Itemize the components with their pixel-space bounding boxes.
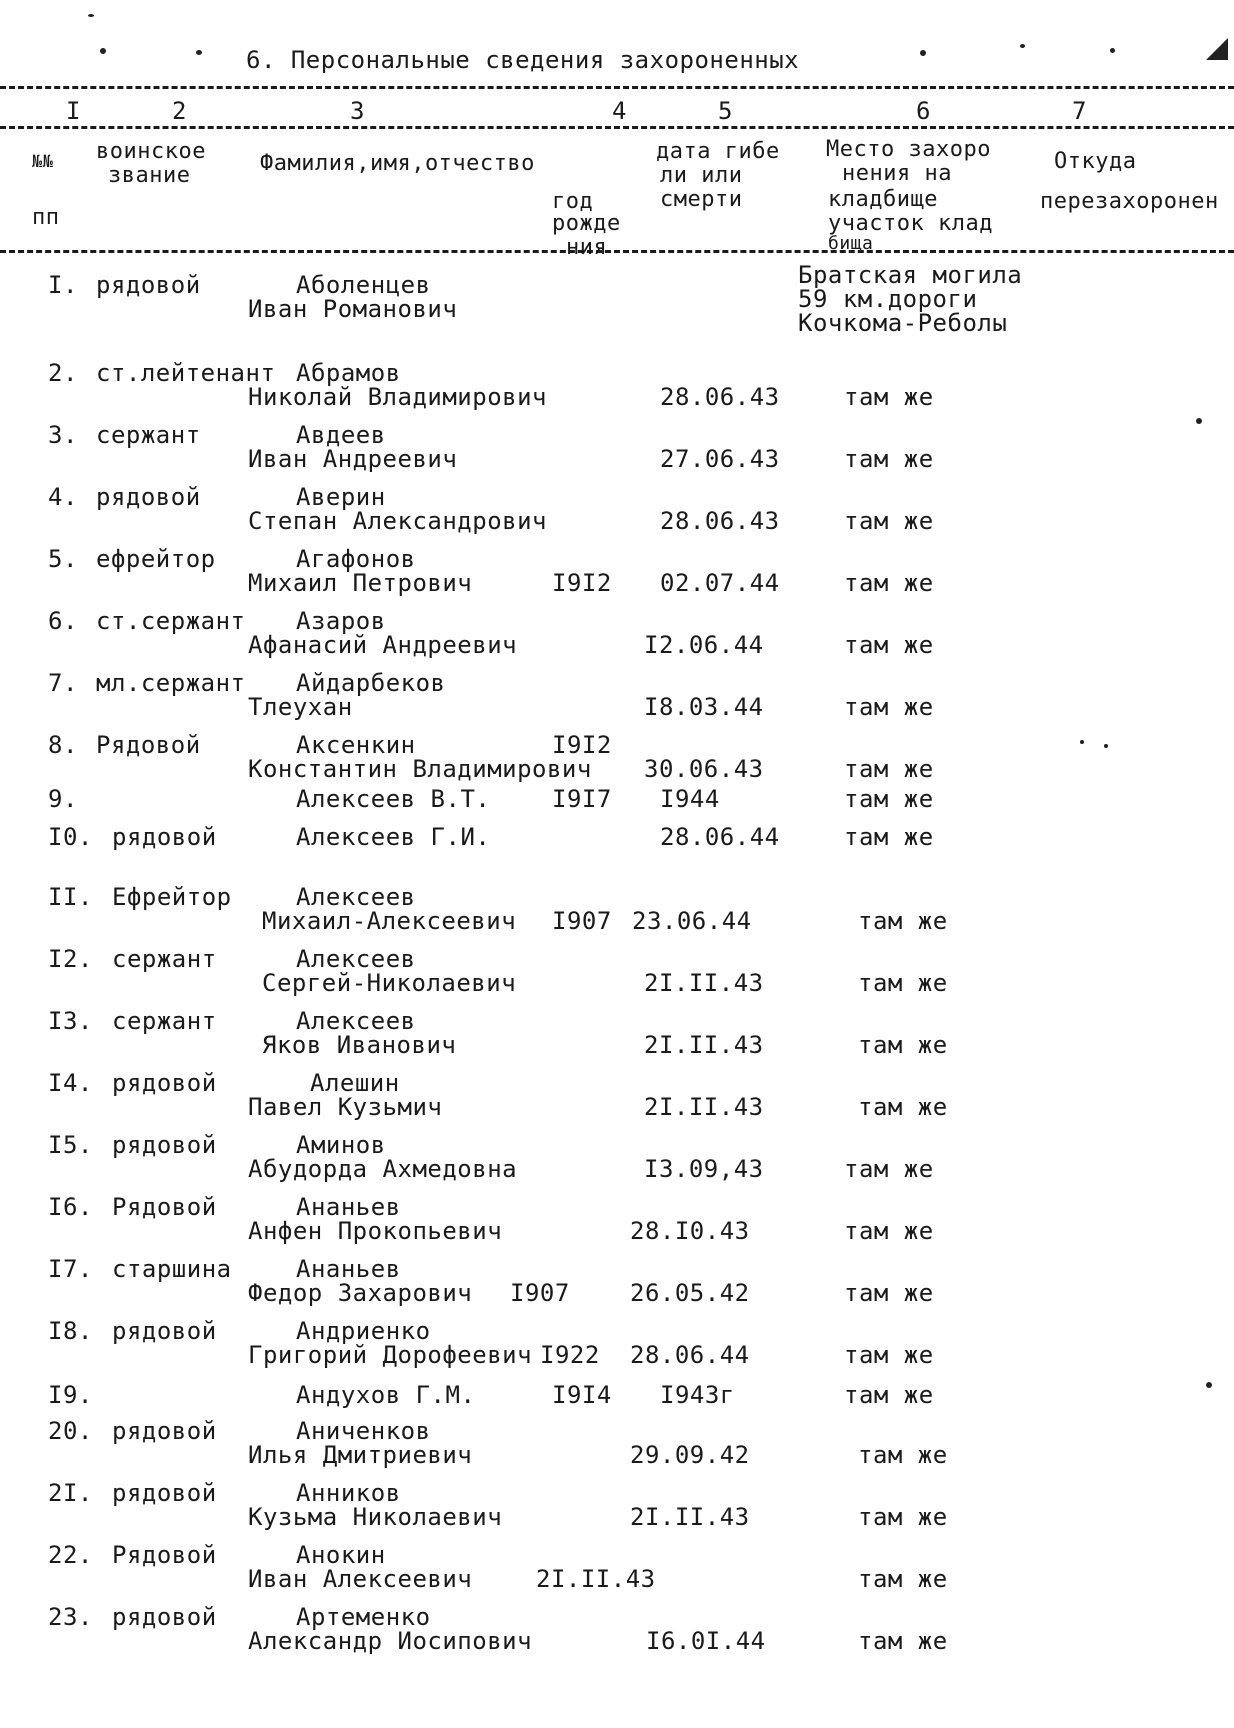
row-given-names: Яков Иванович: [262, 1031, 457, 1059]
row-number: I8.: [48, 1317, 93, 1345]
row-number: I.: [48, 271, 78, 299]
row-surname: Азаров: [296, 607, 386, 635]
document-title: 6. Персональные сведения захороненных: [246, 46, 800, 74]
row-death-date: I3.09,43: [644, 1155, 764, 1183]
row-death-date: I943г: [660, 1381, 735, 1409]
row-surname: Артеменко: [296, 1603, 431, 1631]
row-rank: рядовой: [112, 823, 217, 851]
header-death-line-1: дата гибе: [656, 139, 780, 164]
scan-speck: [1206, 38, 1228, 60]
row-number: I5.: [48, 1131, 93, 1159]
row-burial-place: там же: [844, 785, 934, 813]
row-number: II.: [48, 883, 93, 911]
row-burial-place: там же: [844, 1341, 934, 1369]
column-number-6: 6: [916, 97, 931, 125]
row-burial-place: там же: [844, 1279, 934, 1307]
header-birth-line-1: год: [552, 189, 594, 214]
row-given-names: Кузьма Николаевич: [248, 1503, 503, 1531]
column-number-3: 3: [350, 97, 365, 125]
row-birth-year: I9I2: [552, 569, 612, 597]
row-number: I3.: [48, 1007, 93, 1035]
row-rank: ст.лейтенант: [96, 359, 276, 387]
header-rule-numbers: [0, 126, 1234, 129]
row-number: 4.: [48, 483, 78, 511]
row-death-date: I2.06.44: [644, 631, 764, 659]
row-given-names: Иван Андреевич: [248, 445, 458, 473]
row-burial-place-line-2: 59 км.дороги: [798, 285, 978, 313]
row-rank: ст.сержант: [96, 607, 246, 635]
row-burial-place: там же: [858, 1093, 948, 1121]
row-rank: старшина: [112, 1255, 232, 1283]
scan-speck: [1020, 44, 1025, 48]
row-surname: Андухов Г.М.: [296, 1381, 476, 1409]
header-rule-top: [0, 86, 1234, 89]
row-burial-place: там же: [844, 631, 934, 659]
column-number-7: 7: [1072, 97, 1087, 125]
row-birth-year: I907: [510, 1279, 570, 1307]
row-death-date: 28.06.43: [660, 383, 780, 411]
scan-speck: [196, 50, 202, 55]
scan-speck: [1110, 48, 1115, 53]
row-death-date: 28.06.43: [660, 507, 780, 535]
row-number: 5.: [48, 545, 78, 573]
header-birth-line-3: ния: [566, 235, 608, 260]
row-surname: Ананьев: [296, 1193, 401, 1221]
row-given-names: Федор Захарович: [248, 1279, 473, 1307]
row-given-names: Григорий Дорофеевич: [248, 1341, 533, 1369]
row-burial-place: там же: [844, 507, 934, 535]
row-given-names: Павел Кузьмич: [248, 1093, 443, 1121]
row-given-names: Анфен Прокопьевич: [248, 1217, 503, 1245]
row-burial-place: там же: [844, 569, 934, 597]
column-number-5: 5: [718, 97, 733, 125]
row-number: 7.: [48, 669, 78, 697]
header-place-line-5: бища: [828, 233, 874, 254]
column-number-2: 2: [172, 97, 187, 125]
row-surname: Ананьев: [296, 1255, 401, 1283]
row-death-date: 2I.II.43: [644, 1093, 764, 1121]
row-rank: рядовой: [96, 483, 201, 511]
row-rank: рядовой: [112, 1317, 217, 1345]
row-death-date: I6.0I.44: [646, 1627, 766, 1655]
row-burial-place: Братская могила: [798, 261, 1023, 289]
row-rank: Рядовой: [112, 1193, 217, 1221]
column-number-1: I: [66, 97, 81, 125]
row-death-date: 26.05.42: [630, 1279, 750, 1307]
row-number: 8.: [48, 731, 78, 759]
row-given-names: Абудорда Ахмедовна: [248, 1155, 518, 1183]
row-burial-place: там же: [844, 445, 934, 473]
row-surname: Айдарбеков: [296, 669, 446, 697]
row-burial-place: там же: [844, 383, 934, 411]
row-number: I0.: [48, 823, 93, 851]
column-number-4: 4: [612, 97, 627, 125]
header-place-line-4: участок клад: [828, 211, 993, 236]
row-surname: Алексеев: [296, 883, 416, 911]
row-birth-year: I907: [552, 907, 612, 935]
row-burial-place: там же: [844, 693, 934, 721]
header-place-line-2: нения на: [842, 161, 952, 186]
header-rank-line-2: звание: [108, 163, 191, 188]
row-burial-place: там же: [858, 1441, 948, 1469]
row-burial-place: там же: [858, 1503, 948, 1531]
row-surname: Аниченков: [296, 1417, 431, 1445]
header-death-line-3: смерти: [660, 187, 743, 212]
row-death-date: 29.09.42: [630, 1441, 750, 1469]
row-birth-year: I9I4: [552, 1381, 612, 1409]
row-death-date: 28.06.44: [660, 823, 780, 851]
row-number: I6.: [48, 1193, 93, 1221]
row-given-names: Михаил-Алексеевич: [262, 907, 517, 935]
row-given-names: Константин Владимирович: [248, 755, 592, 783]
row-number: 6.: [48, 607, 78, 635]
row-given-names: Сергей-Николаевич: [262, 969, 517, 997]
row-birth-year: I9I7: [552, 785, 612, 813]
row-number: 23.: [48, 1603, 93, 1631]
header-from-line-2: перезахоронен: [1040, 189, 1219, 214]
row-number: 2I.: [48, 1479, 93, 1507]
row-death-date: 2I.II.43: [630, 1503, 750, 1531]
row-burial-place: там же: [844, 755, 934, 783]
row-surname: Алексеев: [296, 945, 416, 973]
row-given-names: Михаил Петрович: [248, 569, 473, 597]
row-given-names: Степан Александрович: [248, 507, 547, 535]
header-from-line-1: Откуда: [1054, 149, 1137, 174]
row-surname: Аверин: [296, 483, 386, 511]
row-surname: Анников: [296, 1479, 401, 1507]
row-death-date: I944: [660, 785, 720, 813]
header-death-line-2: ли или: [660, 163, 743, 188]
row-rank: рядовой: [96, 271, 201, 299]
row-death-date: 30.06.43: [644, 755, 764, 783]
scan-speck: [88, 14, 94, 17]
row-burial-place-line-3: Кочкома-Реболы: [798, 309, 1008, 337]
row-rank: ефрейтор: [96, 545, 216, 573]
header-num-bottom: пп: [32, 205, 60, 230]
row-surname: Алексеев: [296, 1007, 416, 1035]
row-number: 22.: [48, 1541, 93, 1569]
row-rank: рядовой: [112, 1417, 217, 1445]
scan-speck: [100, 48, 106, 54]
row-surname: Андриенко: [296, 1317, 431, 1345]
row-number: I2.: [48, 945, 93, 973]
row-death-date: 2I.II.43: [536, 1565, 656, 1593]
row-rank: сержант: [112, 945, 217, 973]
row-rank: рядовой: [112, 1069, 217, 1097]
row-rank: рядовой: [112, 1603, 217, 1631]
row-surname: Анокин: [296, 1541, 386, 1569]
row-birth-year: I9I2: [552, 731, 612, 759]
scan-speck: [920, 50, 926, 56]
row-burial-place: там же: [844, 1155, 934, 1183]
row-surname: Абрамов: [296, 359, 401, 387]
row-surname: Аксенкин: [296, 731, 416, 759]
row-surname: Алексеев В.Т.: [296, 785, 491, 813]
row-burial-place: там же: [858, 1627, 948, 1655]
row-given-names: Иван Романович: [248, 295, 458, 323]
row-number: 3.: [48, 421, 78, 449]
row-surname: Авдеев: [296, 421, 386, 449]
header-rule-bottom: [0, 250, 1234, 253]
row-surname: Алексеев Г.И.: [296, 823, 491, 851]
row-number: 9.: [48, 785, 78, 813]
row-number: 2.: [48, 359, 78, 387]
header-name: Фамилия,имя,отчество: [260, 151, 535, 176]
row-rank: Рядовой: [96, 731, 201, 759]
row-death-date: I8.03.44: [644, 693, 764, 721]
row-surname: Алешин: [310, 1069, 400, 1097]
row-birth-year: I922: [540, 1341, 600, 1369]
scan-speck: [1080, 740, 1084, 744]
row-given-names: Тлеухан: [248, 693, 353, 721]
row-death-date: 28.06.44: [630, 1341, 750, 1369]
row-surname: Аминов: [296, 1131, 386, 1159]
row-burial-place: там же: [858, 1565, 948, 1593]
row-burial-place: там же: [844, 1217, 934, 1245]
row-death-date: 02.07.44: [660, 569, 780, 597]
row-rank: сержант: [96, 421, 201, 449]
row-number: I4.: [48, 1069, 93, 1097]
row-number: 20.: [48, 1417, 93, 1445]
row-surname: Аболенцев: [296, 271, 431, 299]
row-rank: мл.сержант: [96, 669, 246, 697]
row-death-date: 2I.II.43: [644, 1031, 764, 1059]
row-burial-place: там же: [858, 969, 948, 997]
row-rank: Рядовой: [112, 1541, 217, 1569]
row-death-date: 2I.II.43: [644, 969, 764, 997]
header-place-line-3: кладбище: [828, 187, 938, 212]
row-death-date: 23.06.44: [632, 907, 752, 935]
scan-speck: [1104, 744, 1108, 748]
header-place-line-1: Место захоро: [826, 137, 991, 162]
row-given-names: Илья Дмитриевич: [248, 1441, 473, 1469]
row-burial-place: там же: [844, 823, 934, 851]
header-rank-line-1: воинское: [96, 139, 206, 164]
row-death-date: 27.06.43: [660, 445, 780, 473]
header-birth-line-2: рожде: [552, 211, 621, 236]
row-number: I7.: [48, 1255, 93, 1283]
scan-speck: [1206, 1382, 1212, 1388]
row-rank: рядовой: [112, 1131, 217, 1159]
row-rank: сержант: [112, 1007, 217, 1035]
row-given-names: Афанасий Андреевич: [248, 631, 518, 659]
row-death-date: 28.I0.43: [630, 1217, 750, 1245]
scan-speck: [1196, 418, 1202, 424]
row-burial-place: там же: [858, 907, 948, 935]
row-given-names: Александр Иосипович: [248, 1627, 533, 1655]
row-given-names: Николай Владимирович: [248, 383, 547, 411]
row-rank: рядовой: [112, 1479, 217, 1507]
row-surname: Агафонов: [296, 545, 416, 573]
header-num-top: №№: [32, 152, 54, 172]
row-burial-place: там же: [844, 1381, 934, 1409]
row-given-names: Иван Алексеевич: [248, 1565, 473, 1593]
row-rank: Ефрейтор: [112, 883, 232, 911]
row-burial-place: там же: [858, 1031, 948, 1059]
row-number: I9.: [48, 1381, 93, 1409]
